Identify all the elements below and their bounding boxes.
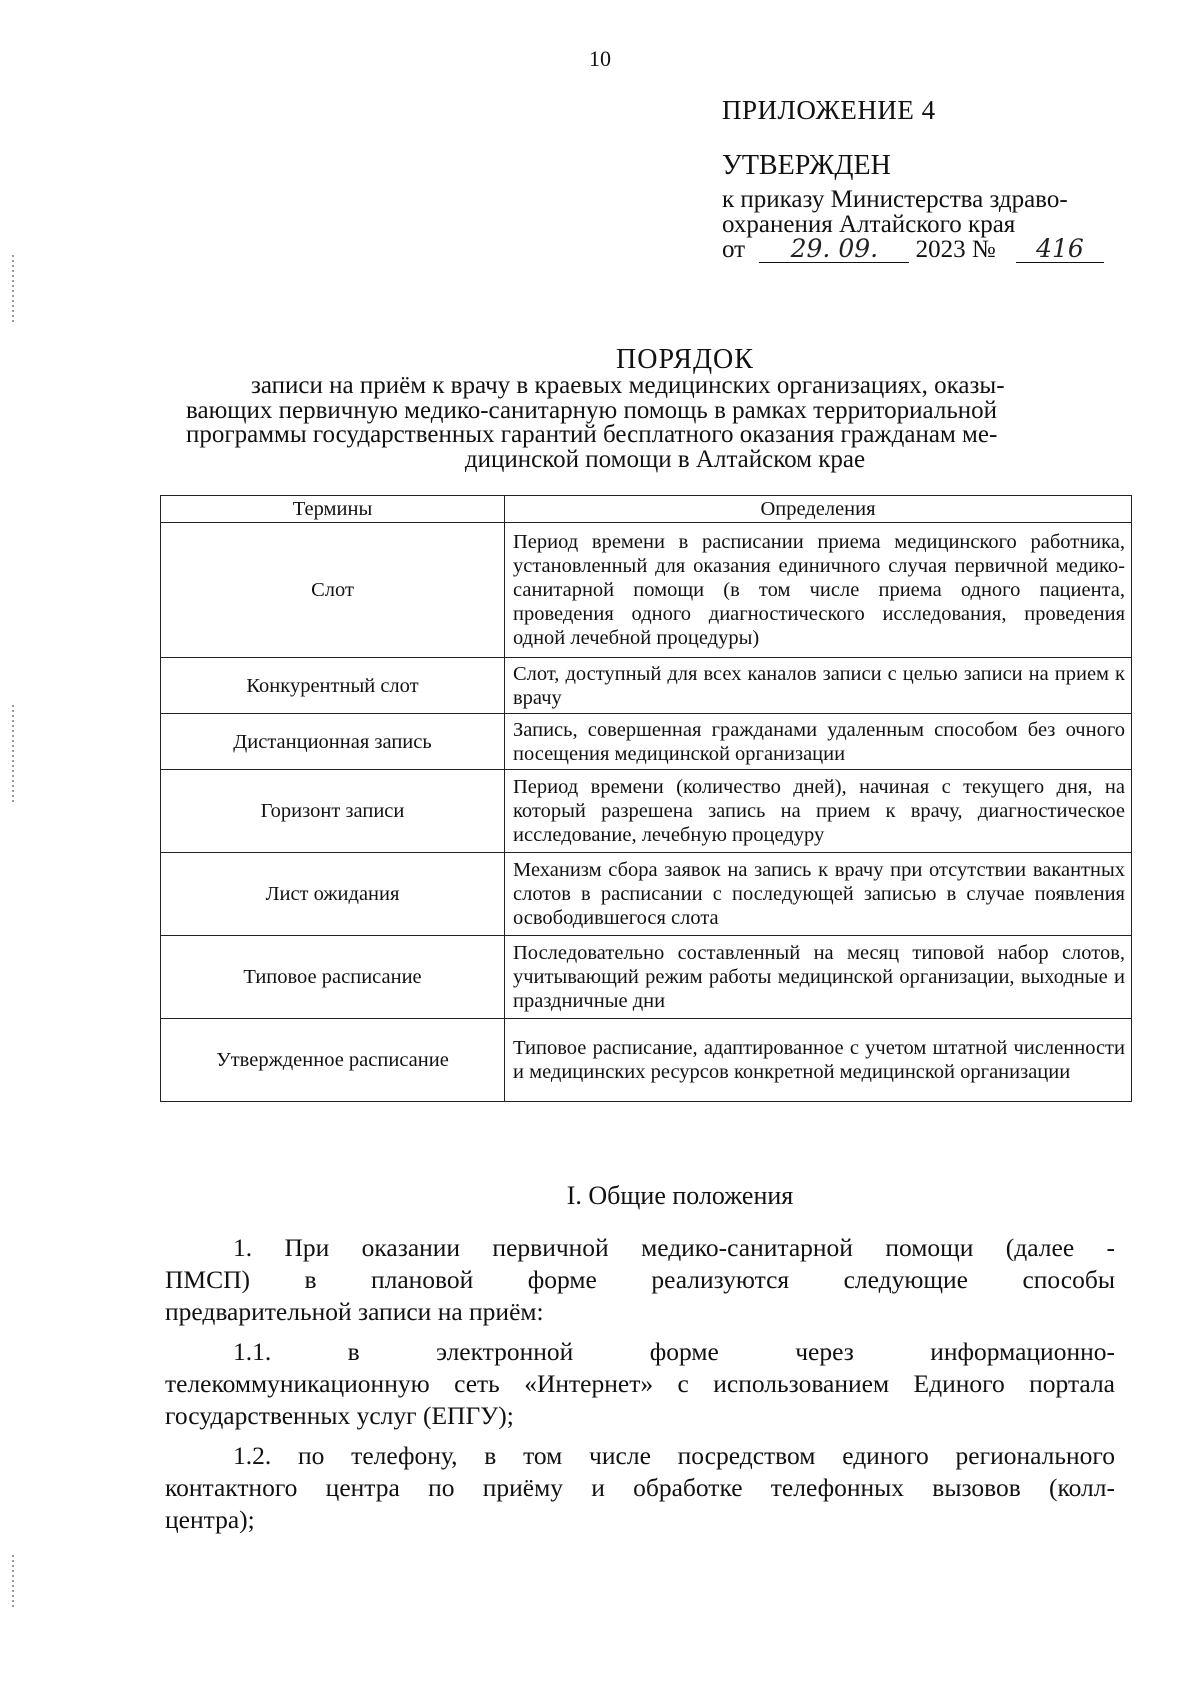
- order-year: 2023 №: [915, 236, 996, 263]
- definition-cell: Запись, совершенная гражданами удаленным способом без очного посещения медицинской организации: [505, 714, 1132, 770]
- from-label: от: [722, 236, 746, 263]
- subtitle-line: записи на приём к врачу в краевых медицинских организациях, оказы-: [251, 372, 1005, 399]
- paragraph-line: 1. При оказании первичной медико-санитарной помощи (далее -: [233, 1233, 1115, 1262]
- section-title: I. Общие положения: [566, 1181, 794, 1210]
- term-cell: Лист ожидания: [161, 853, 505, 936]
- term-cell: Конкурентный слот: [161, 658, 505, 714]
- table-row: [161, 1019, 1132, 1102]
- order-reference-line-2: охранения Алтайского края: [722, 211, 1016, 238]
- subtitle-line: вающих первичную медико-санитарную помощь в рамках территориальной: [186, 397, 997, 424]
- definition-cell: Период времени в расписании приема медицинского работника, установленный для оказания единичного случая первичной медико-санитарной помощи (в том числе приема одного пациента, проведения одного диагностического исследования, проведения одной лечебной процедуры): [505, 523, 1132, 658]
- paragraph-line: ПМСП) в плановой форме реализуются следующие способы: [165, 1265, 1115, 1294]
- approved-label: УТВЕРЖДЕН: [722, 150, 891, 181]
- scan-edge-mark: [12, 255, 14, 325]
- header-definitions: Определения: [505, 496, 1132, 523]
- subtitle-line: программы государственных гарантий бесплатного оказания гражданам ме-: [186, 421, 998, 448]
- definition-cell: Период времени (количество дней), начиная с текущего дня, на который разрешена запись на прием к врачу, диагностическое исследование, лечебную процедуру: [505, 770, 1132, 853]
- table-row: [161, 936, 1132, 1019]
- order-date-line: [722, 236, 1104, 263]
- table-row: [161, 714, 1132, 770]
- table-row: [161, 523, 1132, 658]
- definition-cell: Последовательно составленный на месяц типовой набор слотов, учитывающий режим работы медицинской организации, выходные и праздничные дни: [505, 936, 1132, 1019]
- document-title: ПОРЯДОК: [616, 344, 754, 375]
- table-row: [161, 658, 1132, 714]
- paragraph-line: предварительной записи на приём:: [165, 1297, 544, 1326]
- definition-cell: Слот, доступный для всех каналов записи с целью записи на прием к врачу: [505, 658, 1132, 714]
- header-terms: Термины: [161, 496, 505, 523]
- paragraph-line: контактного центра по приёму и обработке телефонных вызовов (колл-: [165, 1473, 1115, 1502]
- order-reference-line-1: к приказу Министерства здраво-: [722, 186, 1068, 213]
- term-cell: Дистанционная запись: [161, 714, 505, 770]
- term-cell: Типовое расписание: [161, 936, 505, 1019]
- appendix-title: ПРИЛОЖЕНИЕ 4: [722, 95, 936, 125]
- term-cell: Утвержденное расписание: [161, 1019, 505, 1102]
- terms-table: [160, 495, 1132, 1102]
- scan-edge-mark: [12, 1555, 14, 1610]
- handwritten-number: 416: [1016, 236, 1104, 263]
- definition-cell: Типовое расписание, адаптированное с учетом штатной численности и медицинских ресурсов конкретной медицинской организации: [505, 1019, 1132, 1102]
- paragraph-line: телекоммуникационную сеть «Интернет» с использованием Единого портала: [165, 1369, 1115, 1398]
- page-number: 10: [589, 46, 611, 71]
- table-row: [161, 770, 1132, 853]
- definition-cell: Механизм сбора заявок на запись к врачу при отсутствии вакантных слотов в расписании с последующей записью в случае появления освободившегося слота: [505, 853, 1132, 936]
- paragraph-line: государственных услуг (ЕПГУ);: [165, 1401, 514, 1430]
- term-cell: Горизонт записи: [161, 770, 505, 853]
- table-row: [161, 853, 1132, 936]
- subtitle-line: дицинской помощи в Алтайском крае: [464, 446, 866, 473]
- table-header-row: [161, 496, 1132, 523]
- paragraph-line: 1.1. в электронной форме через информационно-: [233, 1337, 1115, 1366]
- handwritten-date: 29. 09.: [759, 236, 909, 263]
- paragraph-line: 1.2. по телефону, в том числе посредством единого регионального: [233, 1441, 1115, 1470]
- term-cell: Слот: [161, 523, 505, 658]
- paragraph-line: центра);: [165, 1505, 255, 1534]
- scan-edge-mark: [12, 705, 14, 805]
